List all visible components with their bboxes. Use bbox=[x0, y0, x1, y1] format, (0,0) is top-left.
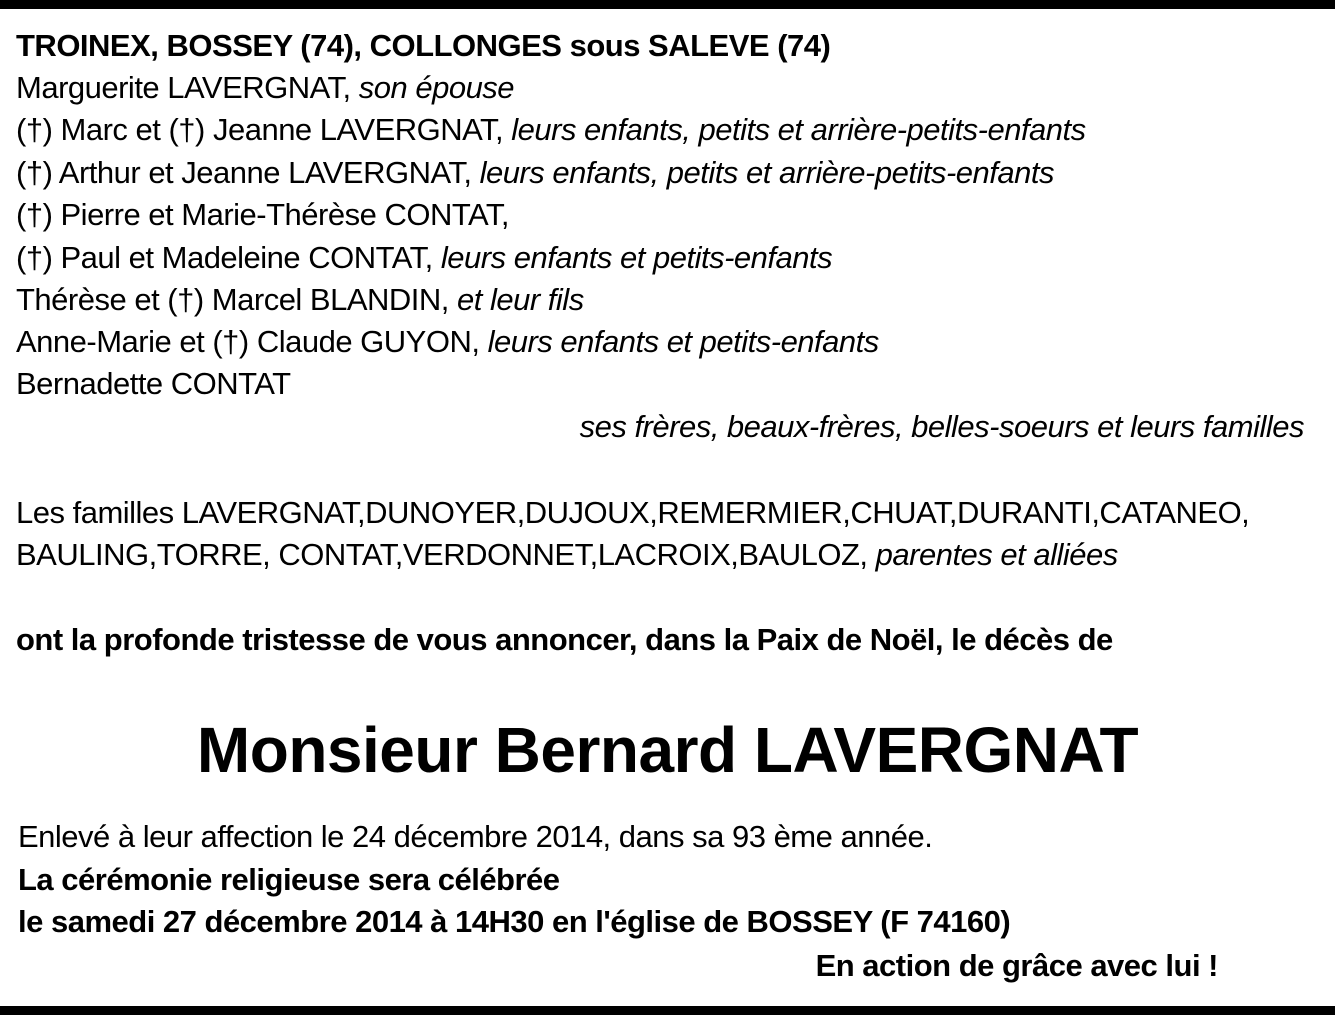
family-names: Thérèse et (†) Marcel BLANDIN, bbox=[16, 282, 449, 317]
families-relation: parentes et alliées bbox=[867, 537, 1118, 572]
family-line bbox=[16, 281, 584, 319]
ceremony-datetime-line: le samedi 27 décembre 2014 à 14H30 en l'église de BOSSEY (F 74160) bbox=[18, 904, 1011, 939]
top-border bbox=[0, 0, 1335, 9]
bottom-border bbox=[0, 1006, 1335, 1015]
family-names: (†) Arthur et Jeanne LAVERGNAT, bbox=[16, 155, 472, 190]
family-relation: et leur fils bbox=[448, 282, 584, 317]
families-line-1: Les familles LAVERGNAT,DUNOYER,DUJOUX,REMERMIER,CHUAT,DURANTI,CATANEO, bbox=[16, 495, 1250, 530]
family-relation: leurs enfants et petits-enfants bbox=[432, 240, 833, 275]
locations-heading: TROINEX, BOSSEY (74), COLLONGES sous SALEVE (74) bbox=[16, 28, 831, 63]
announcement-text: ont la profonde tristesse de vous annoncer, dans la Paix de Noël, le décès de bbox=[16, 622, 1113, 657]
family-line bbox=[16, 196, 509, 234]
family-line bbox=[16, 323, 879, 361]
family-line bbox=[16, 154, 1054, 192]
family-relation: leurs enfants, petits et arrière-petits-enfants bbox=[503, 112, 1086, 147]
family-line bbox=[16, 239, 832, 277]
family-relation: son épouse bbox=[350, 70, 515, 105]
closing-line: En action de grâce avec lui ! bbox=[815, 948, 1218, 983]
family-names: (†) Marc et (†) Jeanne LAVERGNAT, bbox=[16, 112, 504, 147]
family-relation: leurs enfants et petits-enfants bbox=[479, 324, 879, 359]
family-relation: leurs enfants, petits et arrière-petits-enfants bbox=[471, 155, 1054, 190]
family-line bbox=[16, 365, 291, 403]
ceremony-line: La cérémonie religieuse sera célébrée bbox=[18, 862, 560, 897]
family-line bbox=[16, 69, 514, 107]
family-names: Anne-Marie et (†) Claude GUYON, bbox=[16, 324, 480, 359]
deceased-name: Monsieur Bernard LAVERGNAT bbox=[196, 714, 1139, 786]
families-names: BAULING,TORRE, CONTAT,VERDONNET,LACROIX,BAULOZ, bbox=[16, 537, 868, 572]
family-names: Bernadette CONTAT bbox=[16, 366, 291, 401]
family-names: (†) Paul et Madeleine CONTAT, bbox=[16, 240, 433, 275]
family-names: (†) Pierre et Marie-Thérèse CONTAT, bbox=[16, 197, 509, 232]
siblings-note: ses frères, beaux-frères, belles-soeurs et leurs familles bbox=[579, 409, 1304, 444]
family-names: Marguerite LAVERGNAT, bbox=[16, 70, 351, 105]
family-line bbox=[16, 111, 1086, 149]
passing-details: Enlevé à leur affection le 24 décembre 2014, dans sa 93 ème année. bbox=[18, 819, 933, 854]
families-line-2 bbox=[16, 536, 1118, 574]
